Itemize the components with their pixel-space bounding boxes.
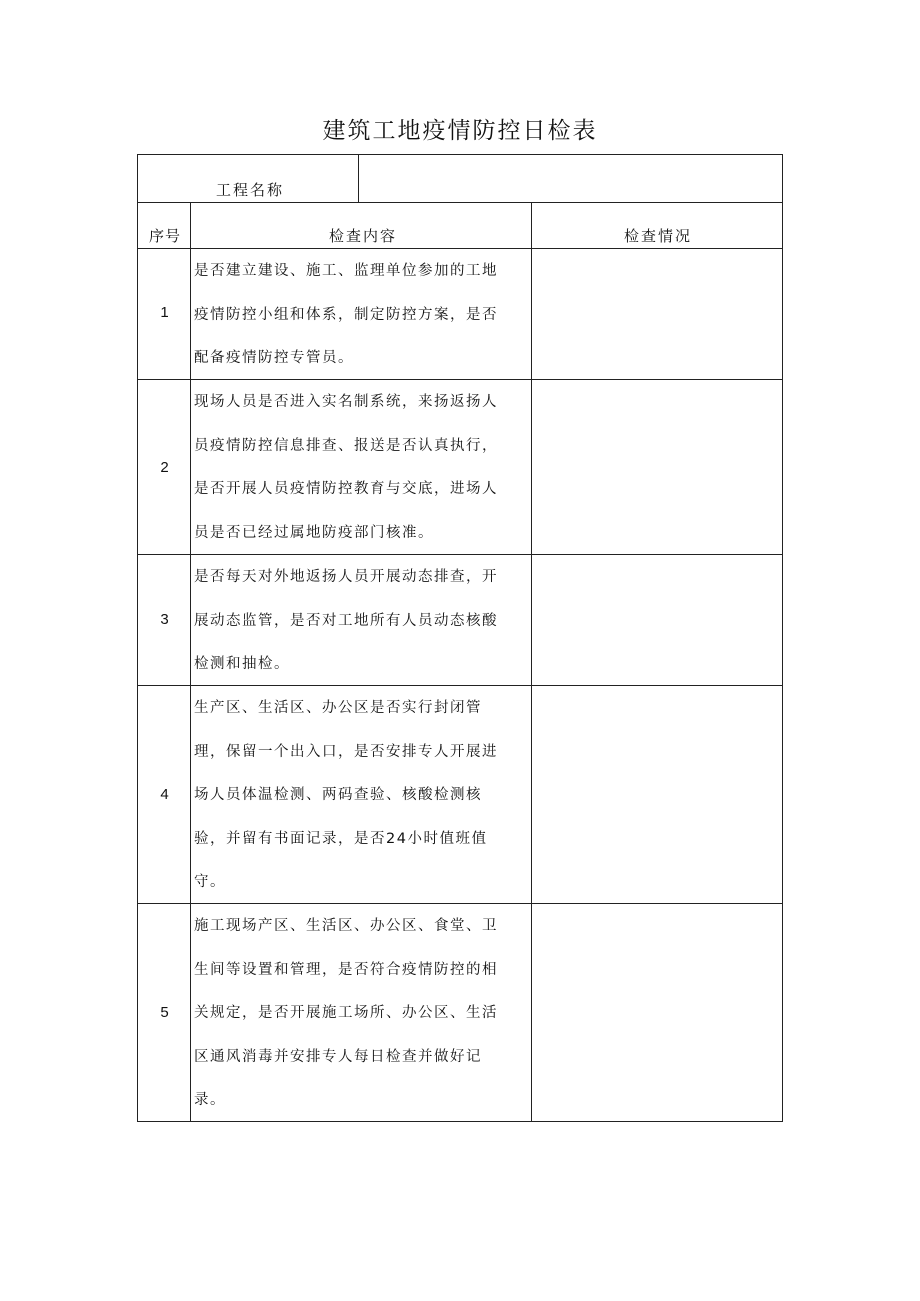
row-content [194,905,530,1123]
status-cell[interactable] [532,380,782,554]
row-content [194,250,530,381]
header-seq-cell [138,203,191,248]
content-cell [191,249,532,379]
content-line: 生产区、生活区、办公区是否实行封闭管 [194,700,482,716]
seq-cell [138,555,191,685]
content-line: 员是否已经过属地防疫部门核准。 [194,524,434,541]
content-line: 配备疫情防控专管员。 [194,350,354,366]
header-content: 检查内容 [329,227,398,245]
content-line: 是否开展人员疫情防控教育与交底，进场人 [194,481,498,497]
seq-cell [138,686,191,903]
table-row [138,249,782,380]
table-header-row [138,203,782,249]
content-line: 员疫情防控信息排查、报送是否认真执行， [194,437,498,454]
content-line: 守。 [194,874,226,890]
content-line: 是否每天对外地返扬人员开展动态排查，开 [194,569,498,585]
seq-cell [138,249,191,379]
seq-cell [138,380,191,554]
project-name-row [138,155,782,203]
header-status-cell [532,203,782,248]
content-line: 疫情防控小组和体系，制定防控方案，是否 [194,306,498,323]
seq-cell [138,904,191,1121]
header-seq: 序号 [149,227,182,245]
row-content [194,381,530,555]
status-cell[interactable] [532,555,782,685]
table-row [138,904,782,1121]
content-line: 现场人员是否进入实名制系统，来扬返扬人 [194,394,498,410]
row-number: 4 [160,786,169,803]
row-number: 3 [160,611,169,628]
content-cell [191,380,532,554]
content-line: 验，并留有书面记录，是否24小时值班值 [194,830,488,847]
content-cell [191,904,532,1121]
row-content [194,687,530,905]
status-cell[interactable] [532,249,782,379]
row-number: 5 [160,1004,169,1021]
row-number: 2 [160,459,169,476]
table-row [138,686,782,904]
content-line: 关规定，是否开展施工场所、办公区、生活 [194,1005,498,1021]
inspection-table [137,154,783,1122]
content-line: 检测和抽检。 [194,656,290,672]
table-row [138,555,782,686]
page-title: 建筑工地疫情防控日检表 [322,118,598,144]
content-cell [191,686,532,903]
header-content-cell [191,203,532,248]
project-name-label: 工程名称 [216,181,285,199]
header-status: 检查情况 [624,227,693,245]
status-cell[interactable] [532,686,782,903]
row-number: 1 [160,304,169,321]
project-name-label-cell [138,155,359,202]
content-line: 生间等设置和管理，是否符合疫情防控的相 [194,961,498,978]
content-line: 展动态监管，是否对工地所有人员动态核酸 [194,612,498,629]
content-line: 录。 [194,1092,226,1108]
row-content [194,556,530,687]
table-row [138,380,782,555]
project-name-value-cell[interactable] [359,155,782,202]
content-cell [191,555,532,685]
content-line: 场人员体温检测、两码查验、核酸检测核 [194,787,482,803]
content-line: 是否建立建设、施工、监理单位参加的工地 [194,263,498,279]
content-line: 施工现场产区、生活区、办公区、食堂、卫 [194,918,498,934]
status-cell[interactable] [532,904,782,1121]
content-line: 理，保留一个出入口，是否安排专人开展进 [194,743,498,760]
content-line: 区通风消毒并安排专人每日检查并做好记 [194,1048,482,1065]
